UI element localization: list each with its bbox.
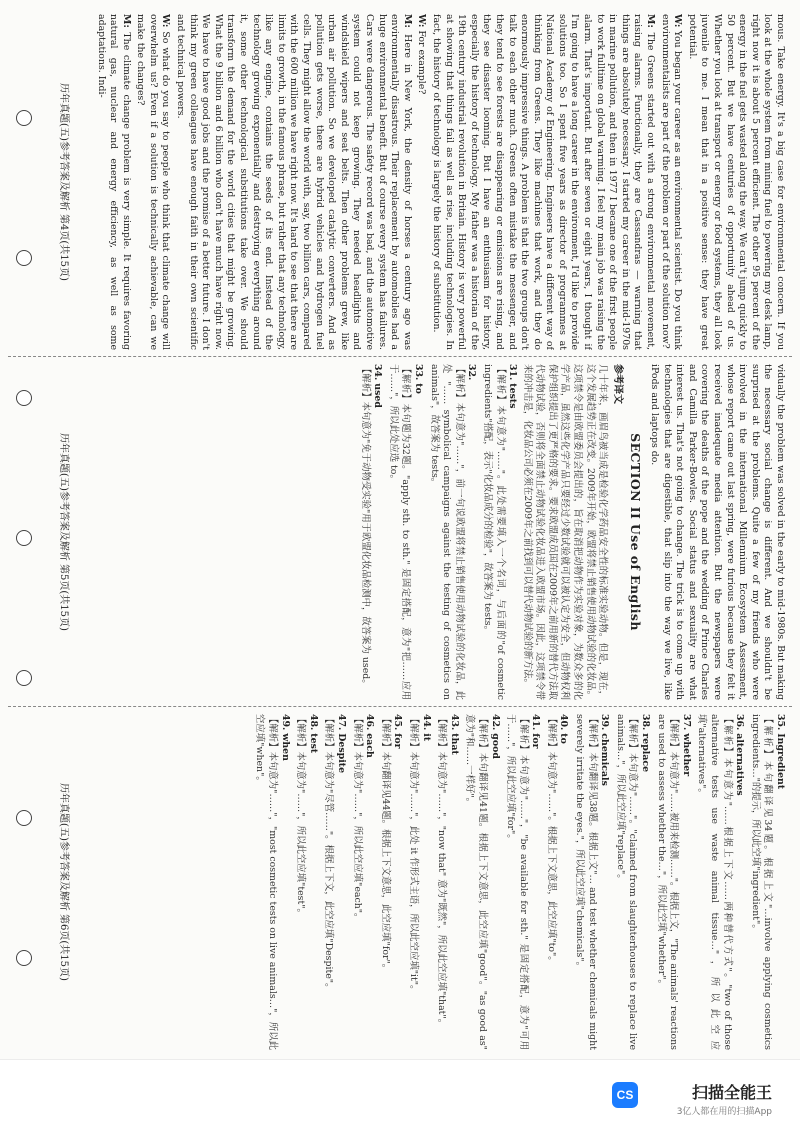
answer-explanation: 【解析】本句意为"……"，"be available for sth." 是固定搭配，意为"可用于……"，所以此空应填"for"。 bbox=[505, 714, 529, 1050]
answer-number: 37. bbox=[680, 714, 692, 731]
answer-explanation: 【解析】本句翻译见34题。根据上文"…involve applying cosmetics ingredients…"的提示，所以此空填"ingredient"。 bbox=[749, 714, 774, 1050]
dialogue-paragraph bbox=[174, 14, 413, 350]
answer-number: 36. bbox=[734, 714, 746, 731]
dialogue-paragraph bbox=[685, 14, 786, 350]
binding-hole bbox=[16, 810, 32, 826]
answer-number: 40. bbox=[558, 714, 570, 731]
answer-number: 43. bbox=[448, 714, 460, 731]
answer-key: chemicals bbox=[599, 733, 611, 786]
dialogue-paragraph bbox=[658, 14, 683, 350]
answer-panel-page4 bbox=[38, 14, 786, 350]
column-divider bbox=[8, 356, 792, 357]
answer-key: to bbox=[558, 733, 570, 744]
dialogue-paragraph bbox=[429, 14, 656, 350]
answer-explanation: 【解析】本句意为"……被用来检测……"。根据上文，"The animals' reactions are used to assess whether the…"，所以此空填"whether"。 bbox=[655, 714, 680, 1050]
answer-item bbox=[350, 714, 375, 1050]
answer-item bbox=[294, 714, 319, 1050]
binding-hole bbox=[16, 950, 32, 966]
scanner-watermark-bar bbox=[0, 1059, 800, 1132]
answer-number: 35. bbox=[775, 714, 786, 731]
answer-explanation: 【解析】本句意为"免于动物受实验"用于欧盟化妆品检测中，故答案为 used。 bbox=[359, 364, 371, 689]
answer-number: 48. bbox=[307, 714, 319, 731]
answer-item bbox=[573, 714, 611, 1050]
dialogue-text: So what do you say to people who think that climate change will overwhelm us? Even if a solution is technically achievable, can we make the changes? bbox=[135, 14, 172, 350]
dialogue-text: mous. Take energy. It's a big case for environmental concern. If you look at the whole system from mining fuel to powering my desk lamp, right now it is about 5 percent efficient. The other 95 percent of the energy in the fuel gets wasted along the way. We can't jump quickly to 50 percent. But we have centuries of opportunity ahead of us. Whether you look at transport or energy or food systems, they all look juvenile to me. I mean that in a positive sense: they have great potential. bbox=[686, 14, 786, 350]
answer-number: 47. bbox=[336, 714, 347, 731]
answer-number: 39. bbox=[599, 714, 611, 731]
brand-name: 扫描全能王 bbox=[691, 1083, 772, 1102]
column-divider bbox=[8, 706, 792, 707]
answer-item bbox=[253, 714, 291, 1050]
answer-item bbox=[322, 714, 347, 1050]
answer-explanation: 【解析】本句意为"尽管……"。根据上下文，此空应填"Despite"。 bbox=[323, 714, 335, 993]
answer-item bbox=[544, 714, 569, 1050]
dialogue-text: You began your career as an environmental scientist. Do you think environmentalists are part of the problem or part of the solution now? bbox=[659, 14, 684, 350]
speaker-label: M: bbox=[120, 14, 132, 28]
answer-explanation: 【解析】本句意为"……"，"most cosmetic tests on live animals…"，所以此空应填"when"。 bbox=[254, 714, 279, 1050]
dialogue-text: The Greens started out with a strong environmental movement, raising alarms. Functionally, they are Cassandras — warning that things are absolutely necessary. I started my career in the mid-1970s in marine pollution, and then in 1977 I became one of the first people to work fulltime on global warming. I feel my main job was raising the alarm. That's important. But after seven or eight years, I thought if I'm going to have a long career in the environment, I'd like to provide solutions too. So I spent five years as director of programmes at National Academy of Engineering. Engineers have a different way of thinking from Greens. They like machines that work, and they do enormously impressive things. A problem is that the two groups don't talk to each other much. Greens often mistake the messenger, and they tend to see forests are disappearing or emissions are rising, and they see disaster looming. But I have an enthusiasm for history, especially the history of technology. My father was a historian of the 19th century industrial revolution in Britain. History is very powerful at showing that things fail as well as rise, including technologies. In fact, the history of technology is largely the history of substitution. bbox=[430, 14, 657, 350]
binding-hole bbox=[16, 530, 32, 546]
answer-key: that bbox=[448, 733, 460, 755]
dialogue-paragraph bbox=[415, 14, 428, 350]
answer-key: it bbox=[420, 733, 432, 742]
answer-explanation: 【解析】本句题为32题。"apply sth. to sth." 是固定搭配，意为"把……应用于……"，所以此处应选 to。 bbox=[387, 364, 412, 700]
page-footer: 历年真题(五)参考答案及解析 第4页(共15页) bbox=[57, 83, 69, 281]
answer-item bbox=[613, 714, 651, 1050]
answer-panel-page6 bbox=[38, 714, 786, 1050]
answer-explanation: 【解析】本句意为"……"，前一句说欧盟将禁止销售使用动物试验的化妆品，此处 "…… symbolical campaigns against the testing of cosmetics on animals"，故答案为 tests。 bbox=[428, 364, 465, 700]
answer-number: 33. bbox=[412, 364, 424, 381]
translation-heading: 参考译文 bbox=[611, 364, 623, 404]
answer-item bbox=[504, 714, 542, 1050]
answer-item bbox=[427, 364, 477, 700]
binding-hole bbox=[16, 250, 32, 266]
answer-item bbox=[435, 714, 460, 1050]
answer-number: 42. bbox=[489, 714, 501, 731]
answer-explanation: 【解析】本句意为"……"，"now that" 意为"既然"，所以此空应填"that"。 bbox=[436, 714, 448, 1029]
answer-item bbox=[358, 364, 383, 700]
speaker-label: M: bbox=[401, 14, 413, 28]
answer-explanation: 【解析】本句意为"……"。根据上下文意思，此空应填"to"。 bbox=[545, 714, 557, 966]
answer-explanation: 【解析】本句翻译见38题。根据上文"… and test whether chemicals might severely irritate the eyes."，所以此空应填"chemicals"。 bbox=[574, 714, 598, 1050]
answer-number: 38. bbox=[640, 714, 652, 731]
answer-item bbox=[480, 364, 518, 700]
binding-hole bbox=[16, 110, 32, 126]
answer-panel-page5 bbox=[38, 364, 786, 700]
answer-item bbox=[406, 714, 431, 1050]
answer-number: 34. bbox=[372, 364, 384, 381]
answer-item bbox=[654, 714, 692, 1050]
brand-tagline: 3亿人都在用的扫描App bbox=[676, 1107, 772, 1117]
answer-key: when bbox=[279, 733, 291, 761]
answer-explanation: 【解析】本句翻译见44题。根据上下文意思，此空应填"for"。 bbox=[379, 714, 391, 974]
answer-explanation: 【解析】本句意为"……"。此处需要填入一个名词，与后面的"of cosmetic ingredients"搭配，表示"化妆品成分的检验"，故答案为 tests。 bbox=[481, 364, 506, 700]
speaker-label: W: bbox=[416, 14, 428, 28]
dialogue-paragraph: vidually the problem was solved in the early to mid-1980s. But making the necessary social change is different. And we shouldn't be surprised at the problems. Quite a few of my friends who were involved in the international Millennium Ecosystem Assessment, whose report came out last spring, were furious because they felt it received inadequate media attention. But the newspapers were covering the deaths of the pope and the wedding of Prince Charles and Camilla Parker-Bowles. Social status and sexuality are what interest us. That's not going to change. The trick is to come up with technologies that are digestible, that slip into the way we live, like iPods and laptops do. bbox=[649, 364, 786, 700]
answer-key: whether bbox=[680, 733, 692, 777]
answer-key: used bbox=[372, 383, 384, 408]
dialogue-paragraph bbox=[94, 14, 132, 350]
answer-item bbox=[695, 714, 745, 1050]
answer-number: 44. bbox=[420, 714, 432, 731]
answer-number: 41. bbox=[530, 714, 542, 731]
answer-key: for bbox=[392, 733, 404, 749]
answer-key: each bbox=[364, 733, 376, 758]
dialogue-text: The climate change problem is very simple. It requires favoring natural gas, nuclear and energy efficiency, as well as some adaptations. Indi- bbox=[95, 14, 132, 350]
answer-key: tests bbox=[507, 383, 519, 409]
answer-explanation: 【解析】本句意为"……"，此处 it 作形式主语，所以此空应填"it"。 bbox=[407, 714, 419, 995]
answer-item bbox=[378, 714, 403, 1050]
answer-key: Ingredient bbox=[775, 733, 786, 790]
binding-holes bbox=[14, 0, 34, 1060]
answer-key: to bbox=[412, 383, 424, 394]
answer-item bbox=[386, 364, 424, 700]
section-title: SECTION II Use of English bbox=[628, 433, 644, 631]
answer-explanation: 【解析】本句意为"……"，所以此空应填"each"。 bbox=[351, 714, 363, 923]
answer-number: 49. bbox=[279, 714, 291, 731]
speaker-label: W: bbox=[160, 14, 172, 28]
answer-number: 46. bbox=[364, 714, 376, 731]
dialogue-text: For example? bbox=[416, 30, 428, 95]
answer-key: alternatives bbox=[734, 733, 746, 796]
answer-item bbox=[463, 714, 501, 1050]
binding-hole bbox=[16, 390, 32, 406]
answer-number: 32. bbox=[466, 364, 478, 381]
binding-hole bbox=[16, 670, 32, 686]
answer-explanation: 【解析】本句翻译见41题。根据上下文意思，此空应填"good"。"as good as" 意为"和……一样好"。 bbox=[464, 714, 488, 1050]
answer-key: test bbox=[307, 733, 319, 754]
page-footer: 历年真题(五)参考答案及解析 第5页(共15页) bbox=[57, 433, 69, 631]
answer-number: 45. bbox=[392, 714, 404, 731]
answer-key: Despite bbox=[336, 733, 347, 774]
answer-explanation: 【解析】本句意为"……根据上下文……两种替代方式"。"two of those alternative tests use waste animal tissue…"，所以此空应填"alternatives"。 bbox=[696, 714, 733, 1050]
dialogue-paragraph bbox=[134, 14, 172, 350]
camscanner-logo-icon: CS bbox=[612, 1082, 638, 1108]
answer-explanation: 【解析】本句意为"……"。"claimed from slaughterhouses to replace live animals…"，所以此空应填"replace"。 bbox=[614, 714, 639, 1050]
speaker-label: W: bbox=[672, 14, 684, 28]
answer-key: for bbox=[530, 733, 542, 749]
translation-text: 几十年来，画眉鸟被当成是检验化学药品安全性的标准实验动物。但是，现在，这个发展趋势正在改变。2009年开始，欧盟将禁止销售使用动物试验的化妆品。这项禁令是由欧盟委员会提出的，旨在取消把动物作为实验对象，为数众多的化学产品，虽然这些化学产品只要经过少数试验就可以被认定为安全，但动物权利保护组织提出了更严格的要求。要求欧盟成员国在2009年之前用新的替代方法取代动物试验，否则将全面禁止动物试验化妆品进入欧盟市场。因此，这项禁令带来的冲击是，化妆品公司必须在2009年之前找到可以替代动物试验的新方法。 bbox=[521, 364, 609, 700]
answer-key: good bbox=[489, 733, 501, 759]
page-footer: 历年真题(五)参考答案及解析 第6页(共15页) bbox=[57, 783, 69, 981]
answer-number: 31. bbox=[507, 364, 519, 381]
dialogue-text: Here in New York, the density of horses a century ago was environmentally disastrous. Their replacement by automobiles had a huge environmental benefit. But of course every system has failures. Cars were dangerous. The safety record was bad, and the automotive system could not keep growing. They needed headlights and windshield wipers and seat belts. Then other problems grew, like urban air pollution. So we developed catalytic converters. And as pollution gets worse, there are hybrid vehicles and hydrogen fuel cells. They might allow the world with, say, two billion cars, compared with the 600 million we have right now. It's hard to see that there are limits to growth, in the famous phrase, but rather that any technology, like any engine, contains the seeds of its end. Instead of the technology growing exponentially and destroying everything around it, some other technological substitutions take over. We should transform the demand for the world cities that might be growing. What the 9 billion and 6 billion who don't have much have right now. We have to have good jobs and the promise of a better future. I don't think my green colleagues have enough faith in their own scientific and technical powers. bbox=[175, 14, 413, 350]
answer-key: replace bbox=[640, 733, 652, 773]
answer-item bbox=[748, 714, 786, 1050]
speaker-label: M: bbox=[645, 14, 657, 28]
answer-explanation: 【解析】本句意为"……"，所以此空应填"test"。 bbox=[295, 714, 307, 918]
